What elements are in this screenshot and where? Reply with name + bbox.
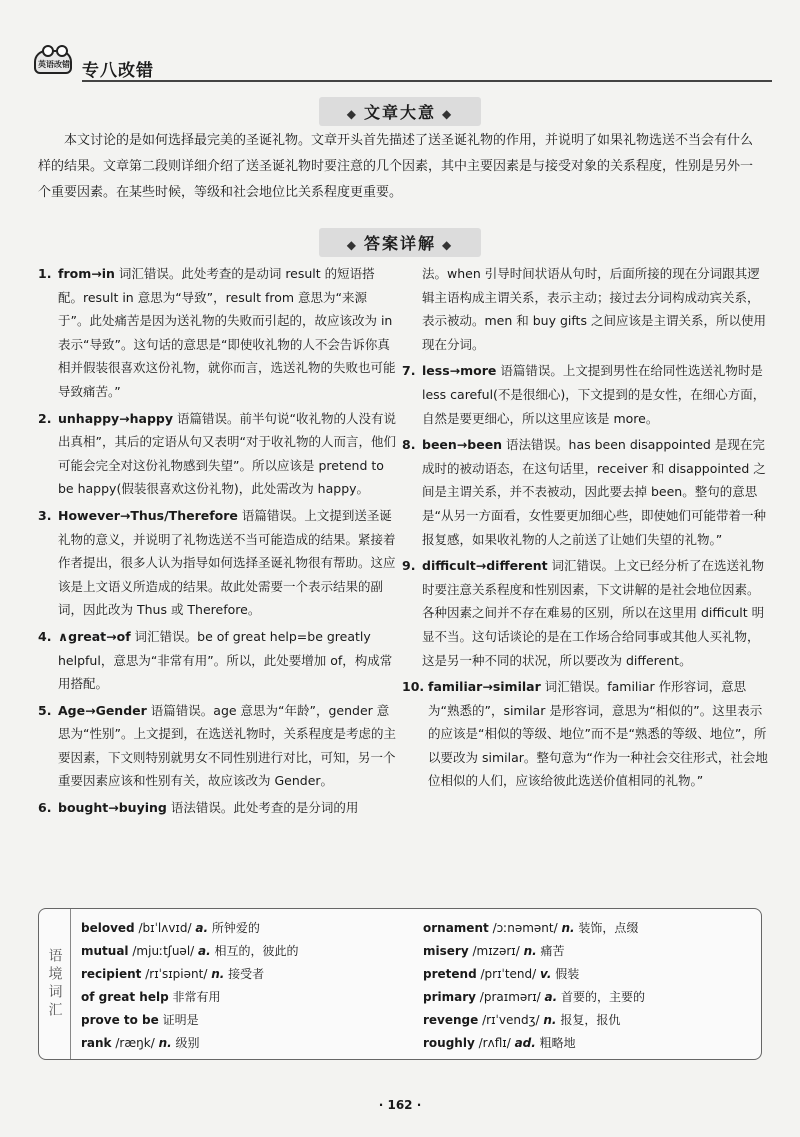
vocabulary-label: 语境词汇 [39,909,71,1059]
answer-item: 4. ∧great→of 词汇错误。be of great help=be greatly helpful，意思为“非常有用”。所以，此处要增加 of，构成常用搭配。 [38,628,393,692]
answer-item: 6. bought→buying 语法错误。此处考查的是分词的用 [38,800,359,816]
vocab-entry: rank /ræŋk/ n. 级别 [81,1036,200,1050]
logo-text: 英语改错 [38,60,70,69]
page-header [28,42,778,82]
vocab-entry: mutual /mjuːtʃuəl/ a. 相互的，彼此的 [81,944,299,958]
vocab-entry: pretend /prɪˈtend/ v. 假装 [423,967,580,981]
vocab-entry: recipient /rɪˈsɪpiənt/ n. 接受者 [81,967,265,981]
vocab-entry: of great help 非常有用 [81,990,221,1004]
vocab-entry: beloved /bɪˈlʌvɪd/ a. 所钟爱的 [81,921,260,935]
answer-item: 9. difficult→different 词汇错误。上文已经分析了在选送礼物时要注意关系程度和性别因素，下文讲解的是社会地位因素。各种因素之间并不存在难易的区别，所以在这里用 difficult 明显不当。这句话谈论的是在工作场合给同事或其他人买礼物，这是另一种不同的状况，所以要改为 different。 [402,558,765,668]
header-divider [82,80,772,82]
answer-item: 法。when 引导时间状语从句时，后面所接的现在分词跟其逻辑主语构成主谓关系，表示主动；接过去分词构成动宾关系，表示被动。men 和 buy gifts 之间应该是主谓关系，所以使用现在分词。 [422,266,766,352]
answers-right-column [402,262,768,796]
page-number: · 162 · [378,1098,422,1112]
diamond-icon: ◆ [442,238,454,252]
answer-item: 1. from→in 词汇错误。此处考查的是动词 result 的短语搭配。result in 意思为“导致”，result from 意思为“来源于”。此处痛苦是因为送礼物的失败而引起的，故应该改为 in 表示“导致”。这句话的意思是“即使收礼物的人不会告诉你真相并假装很喜欢这份礼物，就你而言，选送礼物的失败也可能导致痛苦。” [38,266,396,399]
summary-paragraph: 本文讨论的是如何选择最完美的圣诞礼物。文章开头首先描述了送圣诞礼物的作用，并说明了如果礼物选送不当会有什么样的结果。文章第二段则详细介绍了送圣诞礼物时要注意的几个因素，其中主要因素是与接受对象的关系程度，性别是另外一个重要因素。在某些时候，等级和社会地位比关系程度更重要。 [38,133,754,200]
vocab-entry: ornament /ɔːnəmənt/ n. 装饰，点缀 [423,921,639,935]
summary-section-title [0,97,800,126]
vocabulary-left-column [81,917,411,1055]
vocabulary-right-column [423,917,753,1055]
answer-item: 7. less→more 语篇错误。上文提到男性在给同性选送礼物时是 less careful(不是很细心)，下文提到的是女性，在细心方面，自然是要更细心，所以这里应该是 more。 [402,363,766,426]
vocab-entry: prove to be 证明是 [81,1013,199,1027]
answers-section-title [0,228,800,257]
vocabulary-box [38,908,762,1060]
answer-item: 10. familiar→similar 词汇错误。familiar 作形容词，意思为“熟悉的”，similar 是形容词，意思为“相似的”。这里表示的应该是“相似的等级、地位”而不是“熟悉的等级、地位”，所以要改为 similar。整句意为“作为一种社会交往形式，社会地位相似的人们，应该给彼此选送价值相同的礼物。” [402,679,768,789]
header-title: 专八改错 [82,61,154,81]
logo-icon [34,50,72,74]
vocab-entry: roughly /rʌflɪ/ ad. 粗略地 [423,1036,576,1050]
answers-left-column [38,262,398,823]
vocab-entry: misery /mɪzərɪ/ n. 痛苦 [423,944,565,958]
vocab-entry: primary /praɪmərɪ/ a. 首要的，主要的 [423,990,646,1004]
diamond-icon: ◆ [442,107,454,121]
answer-item: 8. been→been 语法错误。has been disappointed 是现在完成时的被动语态，在这句话里，receiver 和 disappointed 之间是主谓关系，并不表被动，因此要去掉 been。整句的意思是“从另一方面看，女性要更加细心些，即使她们可能带着一种报复感，如果收礼物的人之前送了让她们失望的礼物。” [402,437,766,547]
vocab-entry: revenge /rɪˈvendʒ/ n. 报复，报仇 [423,1013,621,1027]
answer-item: 3. However→Thus/Therefore 语篇错误。上文提到送圣诞礼物的意义，并说明了礼物选送不当可能造成的结果。紧接着作者提出，很多人认为指导如何选择圣诞礼物很有帮助。这应该是上文语义所造成的结果。故此处需要一个表示结果的副词，因此改为 Thus 或 Therefore。 [38,507,396,618]
answer-item: 2. unhappy→happy 语篇错误。前半句说“收礼物的人没有说出真相”，其后的定语从句又表明“对于收礼物的人而言，他们可能会完全对这份礼物感到失望”。所以应该是 pretend to be happy(假装很喜欢这份礼物)，此处需改为 happy。 [38,410,396,497]
diamond-icon: ◆ [346,238,358,252]
summary-title-text: 文章大意 [363,103,436,122]
answers-title-text: 答案详解 [363,234,436,253]
answer-item: 5. Age→Gender 语篇错误。age 意思为“年龄”，gender 意思为“性别”。上文提到，在选送礼物时，关系程度是考虑的主要因素，下文则特别就男女不同性别进行对比，可知，另一个重要因素应该和性别有关，故应该改为 Gender。 [38,702,396,789]
diamond-icon: ◆ [346,107,358,121]
